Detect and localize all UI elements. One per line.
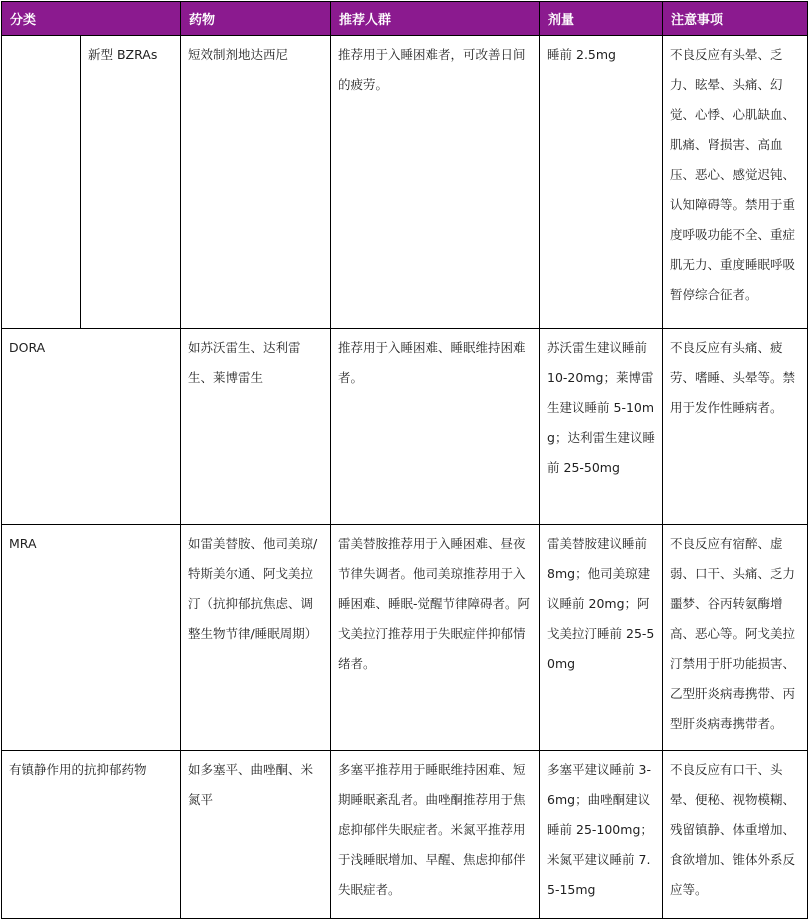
target-cell: 推荐用于入睡困难者，可改善日间的疲劳。 [331, 36, 540, 329]
category-cell [2, 36, 81, 329]
drug-cell: 如苏沃雷生、达利雷生、莱博雷生 [181, 329, 331, 525]
header-target: 推荐人群 [331, 2, 540, 36]
notes-cell: 不良反应有口干、头晕、便秘、视物模糊、残留镇静、体重增加、食欲增加、锥体外系反应等。 [663, 751, 808, 919]
table-row [2, 751, 808, 919]
table-row [2, 36, 808, 329]
target-cell: 多塞平推荐用于睡眠维持困难、短期睡眠紊乱者。曲唑酮推荐用于焦虑抑郁伴失眠症者。米氮平推荐用于浅睡眠增加、早醒、焦虑抑郁伴失眠症者。 [331, 751, 540, 919]
dose-cell: 多塞平建议睡前 3-6mg；曲唑酮建议睡前 25-100mg；米氮平建议睡前 7.5-15mg [540, 751, 663, 919]
target-cell: 推荐用于入睡困难、睡眠维持困难者。 [331, 329, 540, 525]
notes-cell: 不良反应有宿醉、虚弱、口干、头痛、乏力噩梦、谷丙转氨酶增高、恶心等。阿戈美拉汀禁用于肝功能损害、乙型肝炎病毒携带、丙型肝炎病毒携带者。 [663, 525, 808, 751]
header-category: 分类 [2, 2, 181, 36]
dose-cell: 睡前 2.5mg [540, 36, 663, 329]
dose-cell: 雷美替胺建议睡前 8mg；他司美琼建议睡前 20mg；阿戈美拉汀睡前 25-50mg [540, 525, 663, 751]
notes-cell: 不良反应有头晕、乏力、眩晕、头痛、幻觉、心悸、心肌缺血、肌痛、肾损害、高血压、恶心、感觉迟钝、认知障碍等。禁用于重度呼吸功能不全、重症肌无力、重度睡眠呼吸暂停综合征者。 [663, 36, 808, 329]
category-cell: MRA [2, 525, 181, 751]
drug-table [1, 1, 808, 919]
category-cell: DORA [2, 329, 181, 525]
subcategory-cell: 新型 BZRAs [81, 36, 181, 329]
drug-cell: 短效制剂地达西尼 [181, 36, 331, 329]
header-dose: 剂量 [540, 2, 663, 36]
table-row [2, 329, 808, 525]
table-row [2, 525, 808, 751]
header-drug: 药物 [181, 2, 331, 36]
category-cell: 有镇静作用的抗抑郁药物 [2, 751, 181, 919]
notes-cell: 不良反应有头痛、疲劳、嗜睡、头晕等。禁用于发作性睡病者。 [663, 329, 808, 525]
drug-cell: 如多塞平、曲唑酮、米氮平 [181, 751, 331, 919]
drug-cell: 如雷美替胺、他司美琼/特斯美尔通、阿戈美拉汀（抗抑郁抗焦虑、调整生物节律/睡眠周期） [181, 525, 331, 751]
target-cell: 雷美替胺推荐用于入睡困难、昼夜节律失调者。他司美琼推荐用于入睡困难、睡眠-觉醒节律障碍者。阿戈美拉汀推荐用于失眠症伴抑郁情绪者。 [331, 525, 540, 751]
dose-cell: 苏沃雷生建议睡前 10-20mg；莱博雷生建议睡前 5-10mg；达利雷生建议睡前 25-50mg [540, 329, 663, 525]
table-header-row [2, 2, 808, 36]
header-notes: 注意事项 [663, 2, 808, 36]
